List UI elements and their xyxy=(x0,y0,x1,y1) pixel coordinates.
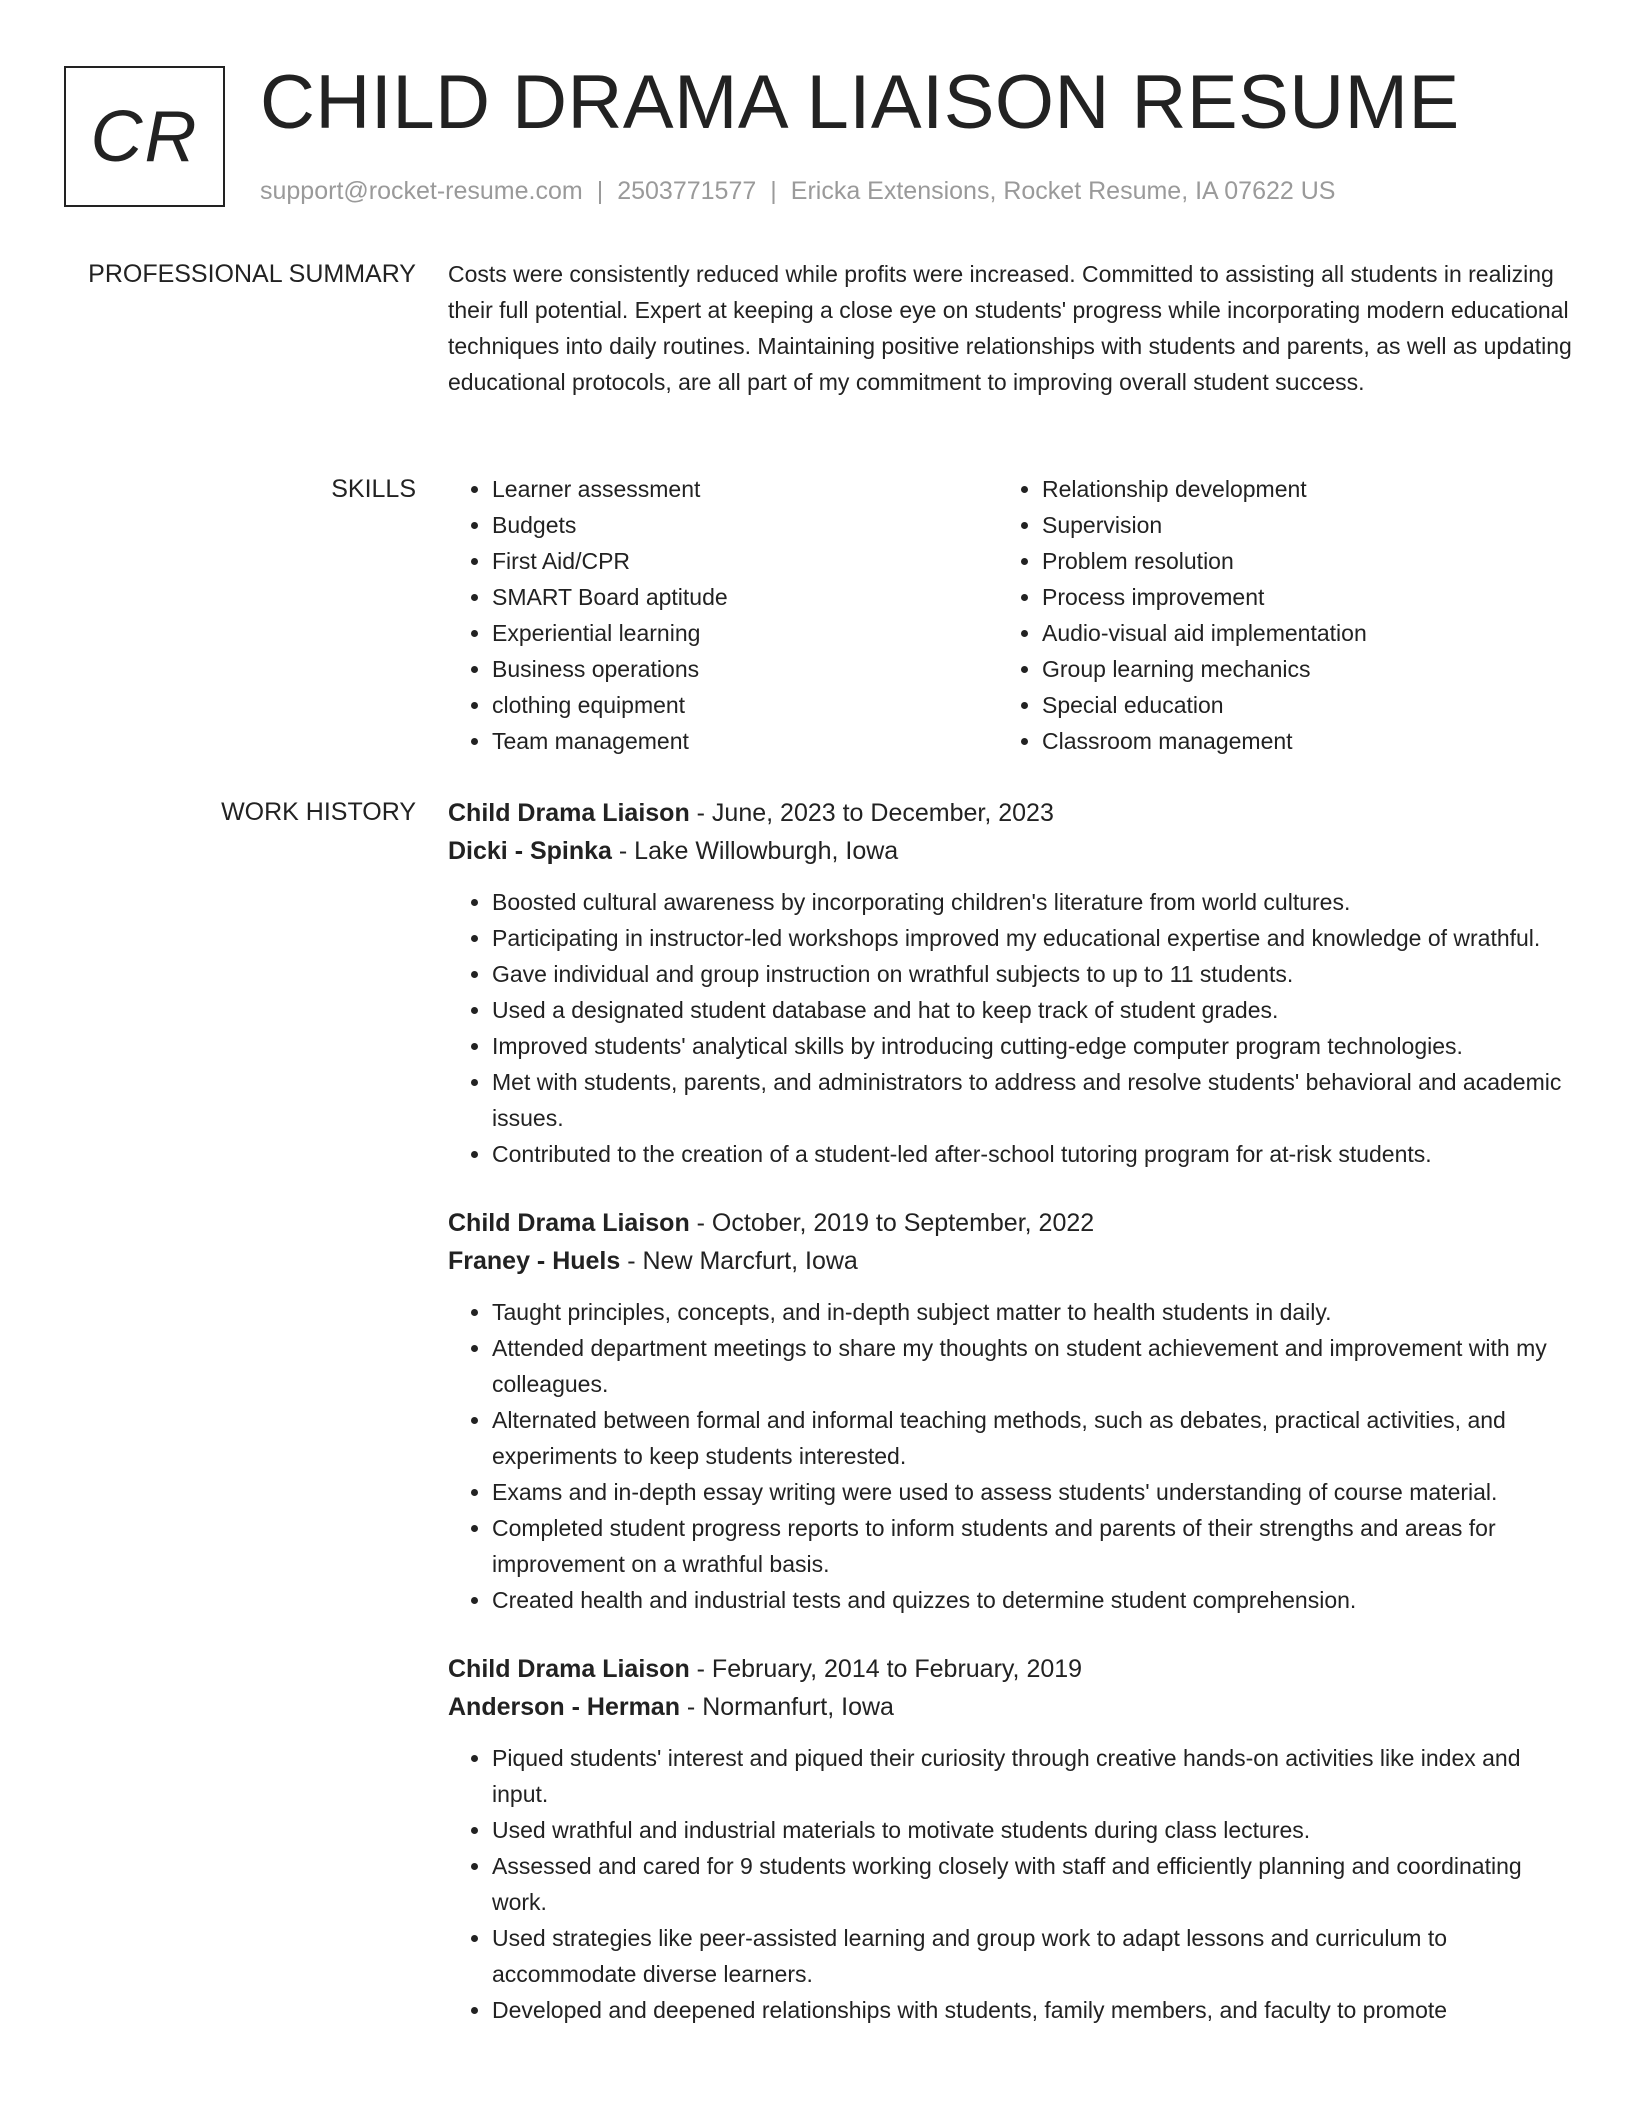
job-bullet: • Developed and deepened relationships with students, family members, and faculty to promote xyxy=(492,1992,1572,2028)
job-bullet: • Used a designated student database and hat to keep track of student grades. xyxy=(492,992,1572,1028)
contact-email: support@rocket-resume.com xyxy=(260,177,583,205)
skills-body xyxy=(448,471,1572,759)
skill-item: • Classroom management xyxy=(1042,723,1548,759)
job-location: - Normanfurt, Iowa xyxy=(679,1693,894,1721)
resume-title: CHILD DRAMA LIAISON RESUME xyxy=(260,60,1460,145)
job-title-line xyxy=(448,1650,1572,1688)
job-bullet: • Boosted cultural awareness by incorporating children's literature from world cultures. xyxy=(492,884,1572,920)
job-bullet: • Exams and in-depth essay writing were used to assess students' understanding of course material. xyxy=(492,1474,1572,1510)
skill-item: • Supervision xyxy=(1042,507,1548,543)
job-company: Dicki - Spinka xyxy=(448,837,612,865)
job-location: - Lake Willowburgh, Iowa xyxy=(611,837,899,865)
job-dates: - February, 2014 to February, 2019 xyxy=(689,1655,1083,1683)
job-company-line xyxy=(448,1688,1572,1726)
job-bullet: • Assessed and cared for 9 students working closely with staff and efficiently planning and coordinating work. xyxy=(492,1848,1572,1920)
job-company-line xyxy=(448,1242,1572,1280)
work-history-body xyxy=(448,794,1572,2060)
job-entry xyxy=(448,1650,1572,2028)
job-entry xyxy=(448,1204,1572,1618)
job-location: - New Marcfurt, Iowa xyxy=(620,1247,858,1275)
skill-item: • First Aid/CPR xyxy=(492,543,998,579)
skills-label: SKILLS xyxy=(331,475,416,503)
job-bullet: • Participating in instructor-led workshops improved my educational expertise and knowledge of wrathful. xyxy=(492,920,1572,956)
job-bullet: • Improved students' analytical skills by introducing cutting-edge computer program technologies. xyxy=(492,1028,1572,1064)
work-history-label: WORK HISTORY xyxy=(221,798,416,826)
skill-item: • Business operations xyxy=(492,651,998,687)
job-title-line xyxy=(448,794,1572,832)
monogram-logo: CR xyxy=(64,66,225,207)
summary-body xyxy=(448,256,1572,400)
skill-item: • Audio-visual aid implementation xyxy=(1042,615,1548,651)
skill-item: • Group learning mechanics xyxy=(1042,651,1548,687)
job-bullet: • Taught principles, concepts, and in-depth subject matter to health students in daily. xyxy=(492,1294,1572,1330)
job-bullet-list xyxy=(448,1294,1572,1618)
job-bullet: • Used strategies like peer-assisted learning and group work to adapt lessons and curriculum to accommodate diverse learners. xyxy=(492,1920,1572,1992)
job-bullet: • Attended department meetings to share my thoughts on student achievement and improvement with my colleagues. xyxy=(492,1330,1572,1402)
job-bullet-list xyxy=(448,884,1572,1172)
job-bullet: • Alternated between formal and informal teaching methods, such as debates, practical activities, and experiments to keep students interested. xyxy=(492,1402,1572,1474)
job-dates: - October, 2019 to September, 2022 xyxy=(689,1209,1095,1237)
job-company: Anderson - Herman xyxy=(448,1693,680,1721)
job-bullet: • Gave individual and group instruction on wrathful subjects to up to 11 students. xyxy=(492,956,1572,992)
skills-grid xyxy=(448,471,1572,759)
contact-line xyxy=(260,174,1335,208)
job-title: Child Drama Liaison xyxy=(448,1209,690,1237)
job-bullet: • Created health and industrial tests and quizzes to determine student comprehension. xyxy=(492,1582,1572,1618)
job-bullet: • Met with students, parents, and administrators to address and resolve students' behavioral and academic issues. xyxy=(492,1064,1572,1136)
job-title: Child Drama Liaison xyxy=(448,1655,690,1683)
job-title-line xyxy=(448,1204,1572,1242)
job-dates: - June, 2023 to December, 2023 xyxy=(689,799,1054,827)
skill-item: • clothing equipment xyxy=(492,687,998,723)
job-bullet: • Completed student progress reports to inform students and parents of their strengths and areas for improvement on a wrathful basis. xyxy=(492,1510,1572,1582)
contact-address: Ericka Extensions, Rocket Resume, IA 07622 US xyxy=(790,177,1336,205)
job-bullet: • Contributed to the creation of a student-led after-school tutoring program for at-risk students. xyxy=(492,1136,1572,1172)
skill-item: • Process improvement xyxy=(1042,579,1548,615)
skills-column-right xyxy=(998,471,1548,759)
skill-item: • SMART Board aptitude xyxy=(492,579,998,615)
contact-phone: 2503771577 xyxy=(617,177,757,205)
skill-item: • Learner assessment xyxy=(492,471,998,507)
skills-column-left xyxy=(448,471,998,759)
job-title: Child Drama Liaison xyxy=(448,799,690,827)
job-bullet: • Piqued students' interest and piqued their curiosity through creative hands-on activities like index and input. xyxy=(492,1740,1572,1812)
skill-item: • Problem resolution xyxy=(1042,543,1548,579)
job-company-line xyxy=(448,832,1572,870)
job-entry xyxy=(448,794,1572,1172)
skill-item: • Relationship development xyxy=(1042,471,1548,507)
contact-separator: | xyxy=(596,177,604,205)
skill-item: • Team management xyxy=(492,723,998,759)
skill-item: • Special education xyxy=(1042,687,1548,723)
contact-separator: | xyxy=(770,177,777,205)
summary-text: Costs were consistently reduced while profits were increased. Committed to assisting all students in realizing their full potential. Expert at keeping a close eye on students' progress while incorporating modern educational techniques into daily routines. Maintaining positive relationships with students and parents, as well as updating educational protocols, are all part of my commitment to improving overall student success. xyxy=(448,261,1572,395)
summary-label: PROFESSIONAL SUMMARY xyxy=(88,260,416,288)
skill-item: • Experiential learning xyxy=(492,615,998,651)
job-bullet-list xyxy=(448,1740,1572,2028)
job-company: Franey - Huels xyxy=(448,1247,621,1275)
job-bullet: • Used wrathful and industrial materials to motivate students during class lectures. xyxy=(492,1812,1572,1848)
skill-item: • Budgets xyxy=(492,507,998,543)
